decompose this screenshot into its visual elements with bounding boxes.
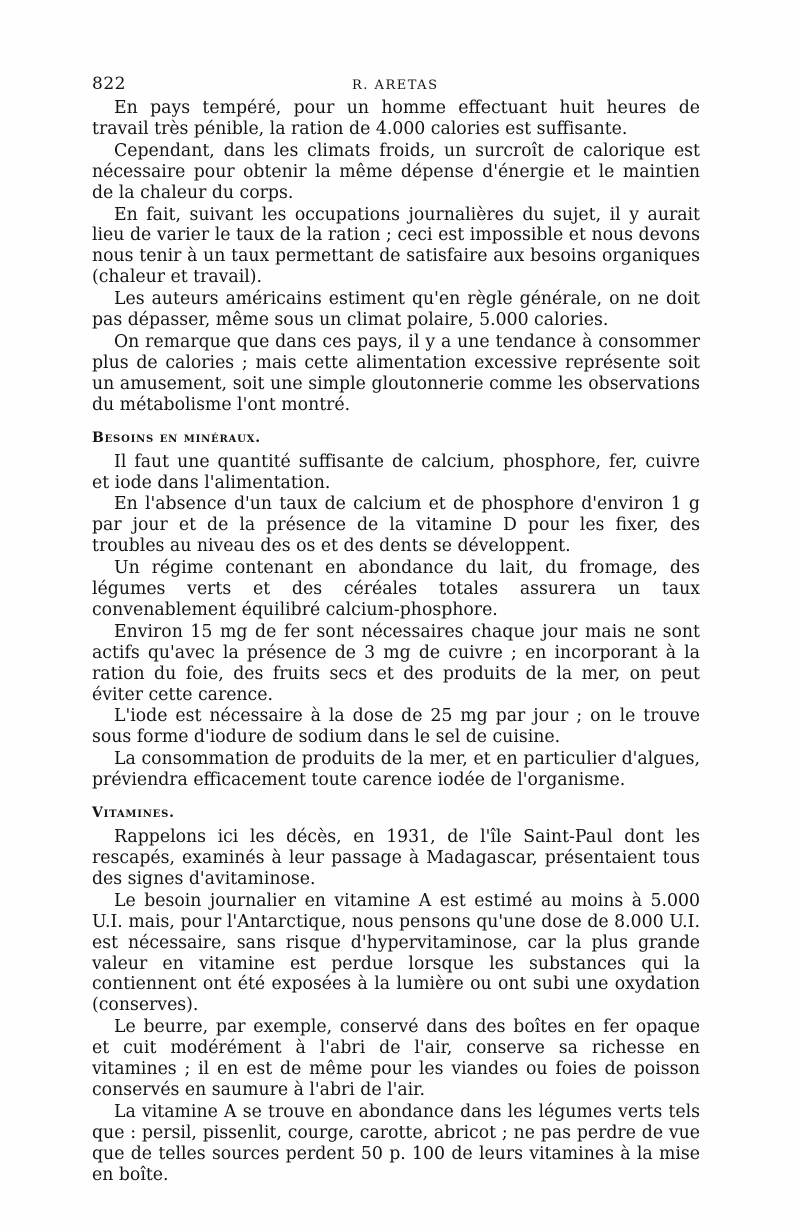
paragraph: Les auteurs américains estiment qu'en règle générale, on ne doit pas dépasser, même sous un climat polaire, 5.000 calories. xyxy=(92,289,700,331)
section-heading-minerals: Besoins en minéraux. xyxy=(92,429,261,446)
paragraph: Le besoin journalier en vitamine A est estimé au moins à 5.000 U.I. mais, pour l'Antarctique, nous pensons qu'une dose de 8.000 U.I. est nécessaire, sans risque d'hypervitaminose, car la plus grande valeur en vitamine est perdue lorsque les substances qui la contiennent ont été exposées à la lumière ou ont subi une oxydation (conserves). xyxy=(92,890,700,1016)
paragraph: En l'absence d'un taux de calcium et de phosphore d'environ 1 g par jour et de la présence de la vitamine D pour les fixer, des troubles au niveau des os et des dents se développent. xyxy=(92,494,700,557)
paragraph: La vitamine A se trouve en abondance dans les légumes verts tels que : persil, pissenlit, courge, carotte, abricot ; ne pas perdre de vue que de telles sources perdent 50 p. 100 de leurs vitamines à la mise en boîte. xyxy=(92,1101,700,1185)
paragraph: On remarque que dans ces pays, il y a une tendance à consommer plus de calories ; mais cette alimentation excessive représente soit un amusement, soit une simple gloutonnerie comme les observations du métabolisme l'ont montré. xyxy=(92,331,700,415)
paragraph: En fait, suivant les occupations journalières du sujet, il y aurait lieu de varier le taux de la ration ; ceci est impossible et nous devons nous tenir à un taux permettant de satisfaire aux besoins organiques (chaleur et travail). xyxy=(92,204,700,288)
paragraph: Il faut une quantité suffisante de calcium, phosphore, fer, cuivre et iode dans l'alimentation. xyxy=(92,451,700,493)
page-number: 822 xyxy=(92,74,126,94)
paragraph: Cependant, dans les climats froids, un surcroît de calorique est nécessaire pour obtenir la même dépense d'énergie et le maintien de la chaleur du corps. xyxy=(92,140,700,203)
paragraph: Environ 15 mg de fer sont nécessaires chaque jour mais ne sont actifs qu'avec la présence de 3 mg de cuivre ; en incorporant à la ration du foie, des fruits secs et des produits de la mer, on peut éviter cette carence. xyxy=(92,621,700,705)
paragraph: En pays tempéré, pour un homme effectuant huit heures de travail très pénible, la ration de 4.000 calories est suffisante. xyxy=(92,98,700,139)
running-title: R. ARETAS xyxy=(352,78,439,93)
paragraph: La consommation de produits de la mer, et en particulier d'algues, préviendra efficacement toute carence iodée de l'organisme. xyxy=(92,749,700,791)
section-heading-vitamins: Vitamines. xyxy=(92,805,175,822)
section-vitamins xyxy=(92,805,700,1185)
paragraph: Rappelons ici les décès, en 1931, de l'île Saint-Paul dont les rescapés, examinés à leur passage à Madagascar, présentaient tous des signes d'avitaminose. xyxy=(92,827,700,889)
paragraph: L'iode est nécessaire à la dose de 25 mg par jour ; on le trouve sous forme d'iodure de sodium dans le sel de cuisine. xyxy=(92,706,700,748)
paragraph: Le beurre, par exemple, conservé dans des boîtes en fer opaque et cuit modérément à l'abri de l'air, conserve sa richesse en vitamines ; il en est de même pour les viandes ou foies de poisson conservés en saumure à l'abri de l'air. xyxy=(92,1017,700,1100)
paragraph: Un régime contenant en abondance du lait, du fromage, des légumes verts et des céréales totales assurera un taux convenablement équilibré calcium-phosphore. xyxy=(92,558,700,620)
running-header xyxy=(92,74,700,98)
section-intro xyxy=(92,98,700,416)
section-minerals xyxy=(92,430,700,792)
